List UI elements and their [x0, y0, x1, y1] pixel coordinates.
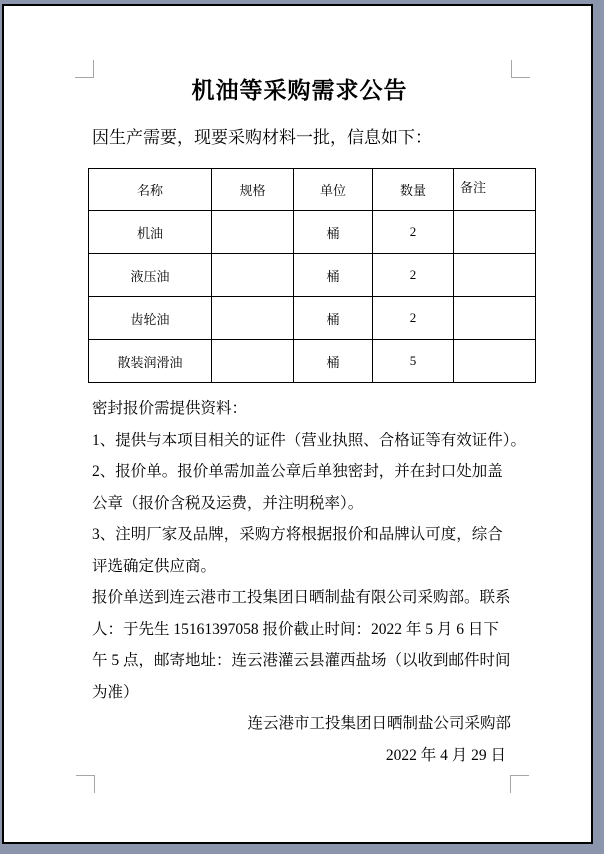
table-cell: 桶 — [294, 297, 373, 340]
date-line: 2022 年 4 月 29 日 — [385, 746, 506, 764]
table-cell: 散装润滑油 — [89, 340, 212, 383]
table-cell: 2 — [373, 297, 454, 340]
signature-line: 连云港市工投集团日晒制盐公司采购部 — [247, 715, 511, 732]
table-header-cell: 数量 — [373, 169, 454, 211]
table-cell: 桶 — [294, 254, 373, 297]
table-cell — [454, 254, 536, 297]
table-cell: 2 — [373, 211, 454, 254]
crop-mark-bottom-left — [76, 775, 95, 793]
table-cell — [212, 254, 294, 297]
crop-mark-top-right — [511, 60, 530, 78]
table-cell — [454, 340, 536, 383]
table-cell — [212, 297, 294, 340]
table-cell — [212, 211, 294, 254]
table-cell: 液压油 — [89, 254, 212, 297]
page-title: 机油等采购需求公告 — [191, 78, 408, 103]
procurement-table-wrapper — [88, 168, 536, 383]
table-header-cell: 备注 — [454, 169, 536, 211]
table-cell: 桶 — [294, 211, 373, 254]
body-line: 人：于先生 15161397058 报价截止时间：2022 年 5 月 6 日下 — [92, 620, 499, 638]
body-line: 公章（报价含税及运费，并注明税率）。 — [92, 494, 364, 512]
table-header-cell: 单位 — [294, 169, 373, 211]
intro-paragraph: 因生产需要，现要采购材料一批，信息如下： — [92, 128, 432, 147]
body-line: 1、提供与本项目相关的证件（营业执照、合格证等有效证件）。 — [92, 431, 527, 449]
table-cell: 齿轮油 — [89, 297, 212, 340]
table-cell — [454, 211, 536, 254]
table-cell: 桶 — [294, 340, 373, 383]
body-line: 午 5 点，邮寄地址：连云港灌云县灌西盐场（以收到邮件时间 — [92, 652, 511, 669]
table-header-cell: 名称 — [89, 169, 212, 211]
table-row — [89, 254, 536, 297]
body-line: 3、注明厂家及品牌，采购方将根据报价和品牌认可度，综合 — [92, 526, 503, 543]
table-cell: 机油 — [89, 211, 212, 254]
body-text-block — [92, 393, 527, 771]
table-row — [89, 211, 536, 254]
body-line: 为准） — [92, 683, 139, 701]
body-line: 2、报价单。报价单需加盖公章后单独密封，并在封口处加盖 — [92, 463, 503, 480]
document-page — [2, 4, 593, 844]
table-cell: 2 — [373, 254, 454, 297]
body-line: 评选确定供应商。 — [92, 557, 217, 575]
table-header-row — [89, 169, 536, 211]
crop-mark-bottom-right — [510, 775, 529, 793]
body-line: 密封报价需提供资料： — [92, 400, 248, 417]
table-cell — [454, 297, 536, 340]
table-header-cell: 规格 — [212, 169, 294, 211]
table-row — [89, 340, 536, 383]
body-line: 报价单送到连云港市工投集团日晒制盐有限公司采购部。联系 — [92, 589, 511, 606]
table-cell: 5 — [373, 340, 454, 383]
table-body — [89, 211, 536, 383]
table-cell — [212, 340, 294, 383]
table-row — [89, 297, 536, 340]
procurement-table — [88, 168, 536, 383]
